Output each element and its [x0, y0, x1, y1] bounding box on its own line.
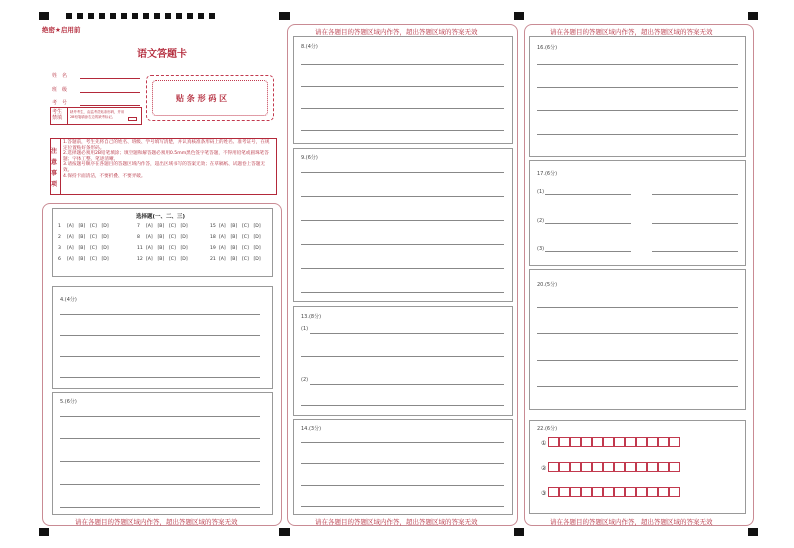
q5-label: 5.(6分): [60, 399, 77, 405]
choice-number: 21: [210, 257, 216, 262]
notes-label: 注意事项: [51, 148, 58, 188]
char-cell[interactable]: [581, 487, 592, 497]
field-class: 班 级: [52, 87, 68, 93]
q9-label: 9.(6分): [301, 155, 318, 161]
choice-option[interactable]: [A]: [146, 235, 153, 240]
char-cell[interactable]: [603, 487, 614, 497]
char-cell[interactable]: [647, 487, 658, 497]
choice-option[interactable]: [D]: [180, 257, 188, 262]
choice-option[interactable]: [C]: [90, 235, 97, 240]
answer-line[interactable]: [301, 130, 504, 131]
choice-number: 2: [58, 235, 61, 240]
q13-box: [293, 306, 513, 416]
choice-option[interactable]: [A]: [146, 246, 153, 251]
note-item: 3.请按题号顺序在各题目的答题区域内作答，超出区域书写的答案无效；在草稿纸、试题卷上答题无效。: [63, 162, 265, 173]
choice-option[interactable]: [C]: [169, 224, 176, 229]
char-cell[interactable]: [614, 487, 625, 497]
choice-option[interactable]: [A]: [67, 257, 74, 262]
field-name-line[interactable]: [80, 78, 140, 79]
q20-box: [529, 269, 746, 410]
choice-option[interactable]: [A]: [219, 224, 226, 229]
notice-bottom-2: 请在各题目的答题区域内作答，超出答题区域的答案无效: [315, 518, 478, 526]
answer-line[interactable]: [545, 194, 631, 195]
answer-line[interactable]: [60, 438, 260, 439]
char-cell[interactable]: [603, 462, 614, 472]
choice-number: 3: [58, 246, 61, 251]
answer-line[interactable]: [537, 134, 738, 135]
char-cell[interactable]: [669, 487, 680, 497]
char-cell[interactable]: [559, 437, 570, 447]
q4-label: 4.(4分): [60, 297, 77, 303]
choice-option[interactable]: [B]: [230, 235, 238, 240]
answer-line[interactable]: [537, 87, 738, 88]
char-cell[interactable]: [636, 487, 647, 497]
registration-mark: [748, 528, 758, 536]
char-cell[interactable]: [592, 487, 603, 497]
choice-option[interactable]: [B]: [78, 257, 86, 262]
absent-mark-box[interactable]: [128, 117, 137, 121]
answer-line[interactable]: [60, 356, 260, 357]
q8-box: [293, 36, 513, 144]
notice-top-3: 请在各题目的答题区域内作答，超出答题区域的答案无效: [550, 28, 713, 36]
choice-option[interactable]: [B]: [157, 235, 165, 240]
q8-label: 8.(4分): [301, 44, 318, 50]
answer-line[interactable]: [652, 251, 738, 252]
exam-text: 缺考考生，由监考员贴条形码，并用2B铅笔填涂右边的缺考标记。: [70, 110, 125, 119]
char-cell[interactable]: [669, 462, 680, 472]
char-cell[interactable]: [548, 437, 559, 447]
registration-mark: [39, 12, 49, 20]
q22-sub-2: ②: [541, 465, 547, 472]
answer-line[interactable]: [301, 244, 504, 245]
field-name: 姓 名: [52, 73, 68, 79]
q17-sub-2: (2): [537, 218, 545, 224]
q13-sub-1: (1): [301, 326, 309, 332]
answer-line[interactable]: [60, 314, 260, 315]
notice-bottom-3: 请在各题目的答题区域内作答，超出答题区域的答案无效: [550, 518, 713, 526]
exam-label: 考生 禁填: [52, 109, 63, 121]
char-cell[interactable]: [647, 462, 658, 472]
answer-line[interactable]: [537, 360, 738, 361]
exam-box-divider: [67, 107, 68, 125]
answer-line[interactable]: [301, 108, 504, 109]
choice-option[interactable]: [D]: [101, 246, 109, 251]
choice-option[interactable]: [C]: [242, 257, 249, 262]
choice-option[interactable]: [A]: [67, 246, 74, 251]
answer-line[interactable]: [301, 268, 504, 269]
choice-number: 15: [210, 224, 216, 229]
answer-line[interactable]: [301, 442, 504, 443]
q22-label: 22.(6分): [537, 426, 558, 432]
choice-option[interactable]: [A]: [67, 235, 74, 240]
q13-sub-2: (2): [301, 377, 309, 383]
notes-list: [63, 140, 273, 179]
answer-line[interactable]: [60, 416, 260, 417]
answer-line[interactable]: [301, 86, 504, 87]
answer-line[interactable]: [310, 384, 504, 385]
notice-top-2: 请在各题目的答题区域内作答，超出答题区域的答案无效: [315, 28, 478, 36]
answer-line[interactable]: [545, 251, 631, 252]
char-cell[interactable]: [548, 462, 559, 472]
char-cell[interactable]: [570, 462, 581, 472]
choice-option[interactable]: [D]: [180, 246, 188, 251]
choice-option[interactable]: [D]: [253, 246, 261, 251]
choice-number: 19: [210, 246, 216, 251]
answer-line[interactable]: [301, 196, 504, 197]
q14-label: 14.(3分): [301, 426, 322, 432]
answer-line[interactable]: [537, 64, 738, 65]
choice-title: 选择题(一、二、三): [136, 214, 186, 220]
barcode-label: 贴 条 形 码 区: [176, 94, 228, 103]
choice-number: 18: [210, 235, 216, 240]
choice-option[interactable]: [B]: [157, 224, 165, 229]
answer-line[interactable]: [652, 194, 738, 195]
note-item: 2.选择题必须用2B铅笔填涂；填空题和解答题必须用0.5mm黑色签字笔答题，不得用铅笔或圆珠笔答题；字体工整、笔迹清晰。: [63, 151, 269, 162]
answer-line[interactable]: [545, 223, 631, 224]
choice-number: 1: [58, 224, 61, 229]
char-cell[interactable]: [559, 462, 570, 472]
choice-option[interactable]: [D]: [253, 257, 261, 262]
char-cell[interactable]: [669, 437, 680, 447]
choice-number: 12: [137, 257, 143, 262]
q22-sub-3: ③: [541, 490, 547, 497]
registration-mark: [514, 528, 524, 536]
notes-divider: [60, 138, 61, 195]
char-cell[interactable]: [559, 487, 570, 497]
choice-option[interactable]: [B]: [230, 246, 238, 251]
char-cell[interactable]: [570, 437, 581, 447]
choice-option[interactable]: [B]: [78, 224, 86, 229]
char-cell[interactable]: [625, 437, 636, 447]
note-item: 1.答题前，考生先将自己的姓名、班级、学号填写清楚，并认真核准条形码上的姓名、准考证号，在规定位置贴好条形码。: [63, 140, 270, 151]
choice-option[interactable]: [A]: [146, 257, 153, 262]
choice-option[interactable]: [D]: [101, 224, 109, 229]
char-cell[interactable]: [625, 487, 636, 497]
answer-line[interactable]: [537, 386, 738, 387]
choice-option[interactable]: [A]: [219, 257, 226, 262]
field-class-line[interactable]: [80, 92, 140, 93]
choice-option[interactable]: [D]: [101, 235, 109, 240]
choice-option[interactable]: [C]: [169, 235, 176, 240]
char-cell[interactable]: [614, 462, 625, 472]
char-cell[interactable]: [603, 437, 614, 447]
choice-number: 7: [137, 224, 140, 229]
choice-option[interactable]: [B]: [78, 246, 86, 251]
q17-sub-1: (1): [537, 189, 545, 195]
char-cell[interactable]: [658, 437, 669, 447]
answer-line[interactable]: [60, 507, 260, 508]
answer-line[interactable]: [301, 405, 504, 406]
choice-option[interactable]: [D]: [101, 257, 109, 262]
answer-line[interactable]: [301, 172, 504, 173]
char-cell[interactable]: [548, 487, 559, 497]
char-cell[interactable]: [625, 462, 636, 472]
q16-box: [529, 36, 746, 157]
q22-sub-1: ①: [541, 440, 547, 447]
q14-box: [293, 419, 513, 515]
answer-line[interactable]: [537, 333, 738, 334]
char-cell[interactable]: [614, 437, 625, 447]
answer-line[interactable]: [301, 220, 504, 221]
choice-option[interactable]: [A]: [146, 224, 153, 229]
choice-option[interactable]: [B]: [78, 235, 86, 240]
char-cell[interactable]: [636, 437, 647, 447]
choice-option[interactable]: [A]: [67, 224, 74, 229]
choice-option[interactable]: [C]: [169, 257, 176, 262]
note-item: 4.保持卡面清洁，不要折叠、不要弄破。: [63, 173, 146, 179]
q5-box: [52, 392, 273, 515]
choice-option[interactable]: [B]: [230, 257, 238, 262]
registration-mark: [39, 528, 49, 536]
choice-option[interactable]: [C]: [90, 224, 97, 229]
choice-option[interactable]: [C]: [169, 246, 176, 251]
answer-line[interactable]: [301, 506, 504, 507]
choice-option[interactable]: [C]: [90, 246, 97, 251]
choice-number: 8: [137, 235, 140, 240]
char-cell[interactable]: [581, 462, 592, 472]
field-id-line[interactable]: [80, 105, 140, 106]
choice-option[interactable]: [D]: [253, 235, 261, 240]
choice-option[interactable]: [C]: [90, 257, 97, 262]
choice-option[interactable]: [D]: [180, 224, 188, 229]
registration-mark: [279, 12, 290, 20]
q4-box: [52, 286, 273, 389]
choice-option[interactable]: [D]: [253, 224, 261, 229]
q17-label: 17.(6分): [537, 171, 558, 177]
registration-mark: [279, 528, 290, 536]
answer-line[interactable]: [60, 335, 260, 336]
choice-option[interactable]: [B]: [157, 257, 165, 262]
notice-bottom-1: 请在各题目的答题区域内作答，超出答题区域的答案无效: [75, 518, 238, 526]
choice-option[interactable]: [B]: [230, 224, 238, 229]
q17-sub-3: (3): [537, 246, 545, 252]
answer-line[interactable]: [60, 461, 260, 462]
char-cell[interactable]: [581, 437, 592, 447]
char-cell[interactable]: [570, 487, 581, 497]
answer-line[interactable]: [60, 377, 260, 378]
answer-line[interactable]: [60, 484, 260, 485]
choice-option[interactable]: [C]: [242, 235, 249, 240]
answer-line[interactable]: [301, 292, 504, 293]
answer-line[interactable]: [652, 223, 738, 224]
char-cell[interactable]: [658, 487, 669, 497]
answer-line[interactable]: [537, 307, 738, 308]
secret-label: 绝密★启用前: [42, 26, 81, 34]
page-title: 语文答题卡: [137, 49, 187, 60]
registration-mark: [514, 12, 524, 20]
choice-option[interactable]: [B]: [157, 246, 165, 251]
char-cell[interactable]: [658, 462, 669, 472]
char-cell[interactable]: [647, 437, 658, 447]
char-cell[interactable]: [636, 462, 647, 472]
q13-label: 13.(8分): [301, 314, 322, 320]
choice-option[interactable]: [A]: [219, 235, 226, 240]
registration-mark: [748, 12, 758, 20]
choice-option[interactable]: [C]: [242, 224, 249, 229]
char-cell[interactable]: [592, 462, 603, 472]
timing-track: [66, 13, 216, 19]
field-id: 考 号: [52, 100, 68, 106]
choice-number: 11: [137, 246, 143, 251]
choice-option[interactable]: [D]: [180, 235, 188, 240]
answer-line[interactable]: [301, 64, 504, 65]
answer-line[interactable]: [301, 356, 504, 357]
answer-line[interactable]: [310, 333, 504, 334]
answer-line[interactable]: [301, 463, 504, 464]
choice-number: 6: [58, 257, 61, 262]
q20-label: 20.(5分): [537, 282, 558, 288]
q16-label: 16.(6分): [537, 45, 558, 51]
answer-line[interactable]: [537, 110, 738, 111]
choice-option[interactable]: [A]: [219, 246, 226, 251]
answer-line[interactable]: [301, 485, 504, 486]
choice-option[interactable]: [C]: [242, 246, 249, 251]
char-cell[interactable]: [592, 437, 603, 447]
